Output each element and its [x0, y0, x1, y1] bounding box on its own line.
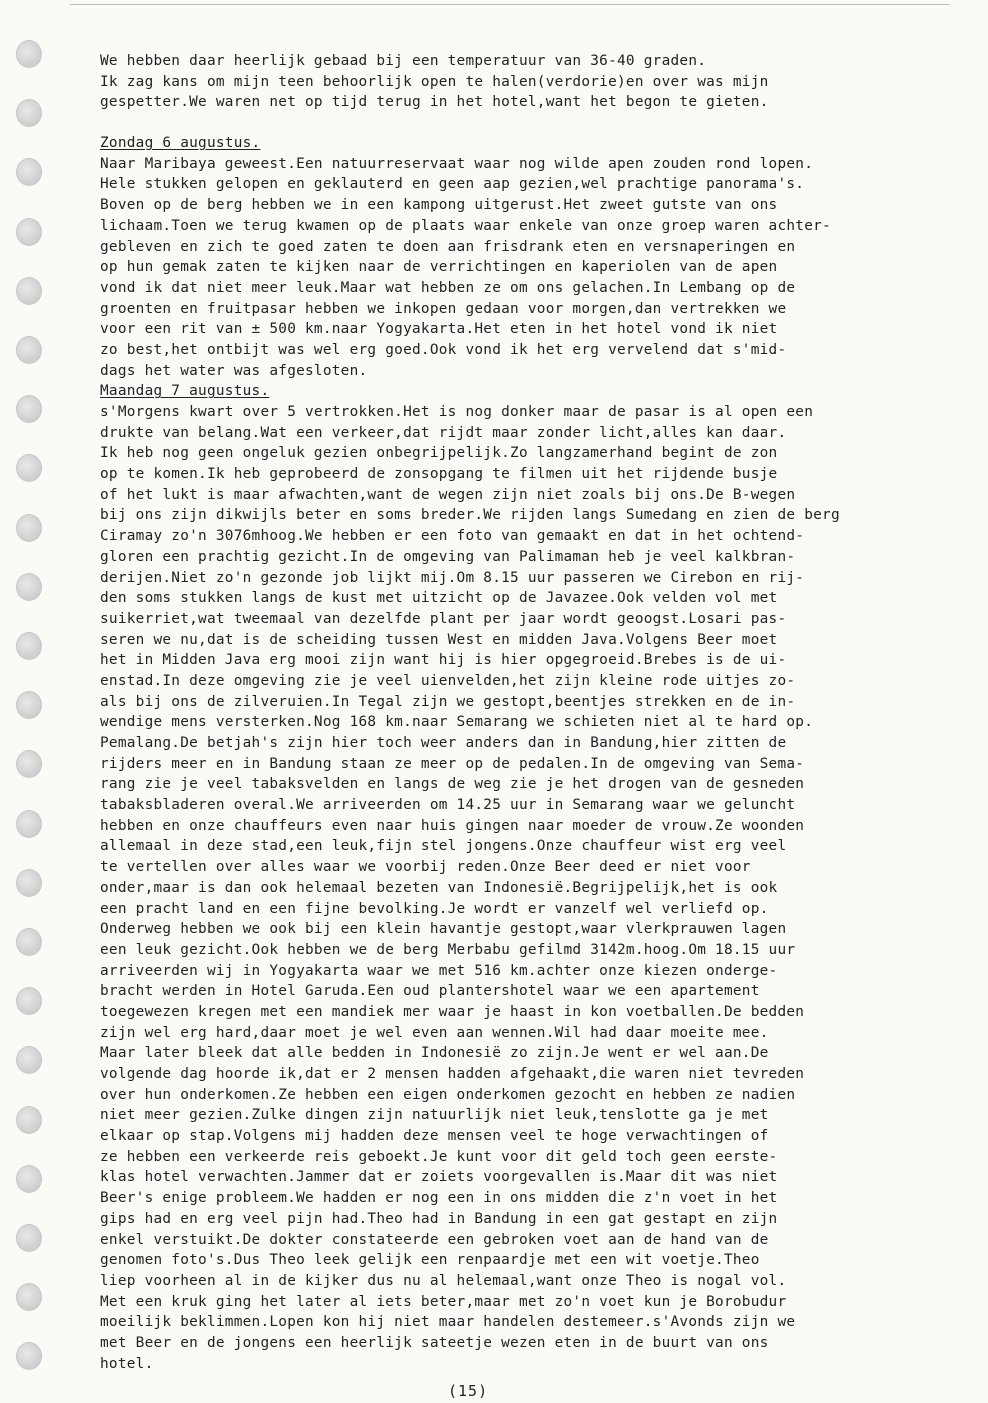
- text-line: op te komen.Ik heb geprobeerd de zonsopgang te filmen uit het rijdende busje: [100, 466, 778, 483]
- text-line: Onderweg hebben we ook bij een klein havantje gestopt,waar vlerkprauwen lagen: [100, 921, 787, 938]
- text-line: te vertellen over alles waar we voorbij reden.Onze Beer deed er niet voor: [100, 859, 751, 876]
- text-line: zijn wel erg hard,daar moet je wel even aan wennen.Wil had daar moeite mee.: [100, 1024, 769, 1041]
- binder-hole: [16, 1224, 42, 1252]
- text-line: gloren een prachtig gezicht.In de omgeving van Palimaman heb je veel kalkbran-: [100, 548, 796, 565]
- text-line: over hun onderkomen.Ze hebben een eigen onderkomen gezocht en hebben ze nadien: [100, 1086, 796, 1103]
- text-line: Maar later bleek dat alle bedden in Indonesië zo zijn.Je went er wel aan.De: [100, 1045, 769, 1062]
- text-line: Boven op de berg hebben we in een kampong uitgerust.Het zweet gutste van ons: [100, 197, 778, 214]
- binder-holes: [16, 40, 42, 1403]
- binder-hole: [16, 158, 42, 186]
- text-line: tabaksbladeren overal.We arriveerden om 14.25 uur in Semarang waar we geluncht: [100, 797, 796, 814]
- text-line: Beer's enige probleem.We hadden er nog een in ons midden die z'n voet in het: [100, 1190, 778, 1207]
- text-line: groenten en fruitpasar hebben we inkopen gedaan voor morgen,dan vertrekken we: [100, 300, 787, 317]
- text-line: een leuk gezicht.Ook hebben we de berg Merbabu gefilmd 3142m.hoog.Om 18.15 uur: [100, 941, 796, 958]
- text-line: op hun gemak zaten te kijken naar de verrichtingen en kaperiolen van de apen: [100, 259, 778, 276]
- binder-hole: [16, 395, 42, 423]
- text-line: enstad.In deze omgeving zie je veel uienvelden,het zijn kleine rode uitjes zo-: [100, 672, 796, 689]
- text-line: den soms stukken langs de kust met uitzicht op de Javazee.Ook velden vol met: [100, 590, 778, 607]
- text-line: gespetter.We waren net op tijd terug in het hotel,want het begon te gieten.: [100, 94, 769, 111]
- paragraph-gap: [100, 113, 970, 133]
- binder-hole: [16, 454, 42, 482]
- binder-hole: [16, 1165, 42, 1193]
- binder-hole: [16, 632, 42, 660]
- date-heading: [100, 381, 970, 402]
- text-line: We hebben daar heerlijk gebaad bij een temperatuur van 36-40 graden.: [100, 53, 707, 69]
- text-line: Ik heb nog geen ongeluk gezien onbegrijpelijk.Zo langzamerhand begint de zon: [100, 445, 778, 462]
- text-line: met Beer en de jongens een heerlijk sateetje wezen eten in de buurt van ons: [100, 1334, 769, 1351]
- text-line: suikerriet,wat tweemaal van dezelfde plant per jaar wordt geoogst.Losari pas-: [100, 610, 787, 627]
- text-line: hebben en onze chauffeurs even naar huis gingen naar moeder de vrouw.Ze woonden: [100, 817, 805, 834]
- text-line: niet meer gezien.Zulke dingen zijn natuurlijk niet leuk,tenslotte ga je met: [100, 1107, 769, 1124]
- text-line: moeilijk beklimmen.Lopen kon hij niet maar handelen destemeer.s'Avonds zijn we: [100, 1314, 796, 1331]
- text-line: rijders meer en in Bandung staan ze meer op de pedalen.In de omgeving van Sema-: [100, 755, 805, 772]
- text-line: seren we nu,dat is de scheiding tussen West en midden Java.Volgens Beer moet: [100, 631, 778, 648]
- text-line: arriveerden wij in Yogyakarta waar we met 516 km.achter onze kiezen onderge-: [100, 962, 778, 979]
- text-line: gips had en erg veel pijn had.Theo had in Bandung in een gat gestapt en zijn: [100, 1210, 778, 1227]
- binder-hole: [16, 810, 42, 838]
- text-line: bracht werden in Hotel Garuda.Een oud plantershotel waar we een apartement: [100, 983, 760, 1000]
- binder-hole: [16, 514, 42, 542]
- text-line: toegewezen kregen met een mandiek mer waar je haast in kon voetballen.De bedden: [100, 1003, 805, 1020]
- text-line: Ik zag kans om mijn teen behoorlijk open te halen(verdorie)en over was mijn: [100, 73, 769, 90]
- text-line: genomen foto's.Dus Theo leek gelijk een renpaardje met een wit voetje.Theo: [100, 1252, 760, 1269]
- text-line: of het lukt is maar afwachten,want de wegen zijn niet zoals bij ons.De B-wegen: [100, 486, 796, 503]
- text-line: Ciramay zo'n 3076mhoog.We hebben er een foto van gemaakt en dat in het ochtend-: [100, 528, 805, 545]
- binder-hole: [16, 691, 42, 719]
- text-line: lichaam.Toen we terug kwamen op de plaats waar enkele van onze groep waren achter-: [100, 217, 831, 234]
- typed-text-body: [100, 51, 970, 1374]
- text-line: vond ik dat niet meer leuk.Maar wat hebben ze om ons gelachen.In Lembang op de: [100, 279, 796, 296]
- binder-hole: [16, 218, 42, 246]
- text-line: elkaar op stap.Volgens mij hadden deze mensen veel te hoge verwachtingen of: [100, 1128, 769, 1145]
- binder-hole: [16, 987, 42, 1015]
- text-line: onder,maar is dan ook helemaal bezeten van Indonesië.Begrijpelijk,het is ook: [100, 879, 778, 896]
- binder-hole: [16, 1106, 42, 1134]
- text-line: Met een kruk ging het later al iets beter,maar met zo'n voet kun je Borobudur: [100, 1293, 787, 1310]
- text-line: bij ons zijn dikwijls beter en soms breder.We rijden langs Sumedang en zien de berg: [100, 507, 840, 524]
- binder-hole: [16, 928, 42, 956]
- text-line: voor een rit van ± 500 km.naar Yogyakarta.Het eten in het hotel vond ik niet: [100, 321, 778, 338]
- text-line: Naar Maribaya geweest.Een natuurreservaat waar nog wilde apen zouden rond lopen.: [100, 155, 814, 172]
- text-line: klas hotel verwachten.Jammer dat er zoiets voorgevallen is.Maar dit was niet: [100, 1169, 778, 1186]
- text-line: enkel verstuikt.De dokter constateerde een gebroken voet aan de hand van de: [100, 1231, 769, 1248]
- text-line: drukte van belang.Wat een verkeer,dat rijdt maar zonder licht,alles kan daar.: [100, 424, 787, 441]
- text-line: liep voorheen al in de kijker dus nu al helemaal,want onze Theo is nogal vol.: [100, 1272, 787, 1289]
- text-line: gebleven en zich te goed zaten te doen aan frisdrank eten en versnaperingen en: [100, 238, 796, 255]
- binder-hole: [16, 336, 42, 364]
- binder-hole: [16, 750, 42, 778]
- date-heading-text: Maandag 7 augustus.: [100, 383, 270, 400]
- text-line: s'Morgens kwart over 5 vertrokken.Het is nog donker maar de pasar is al open een: [100, 404, 814, 420]
- text-line: ze hebben een verkeerde reis geboekt.Je kunt voor dit geld toch geen eerste-: [100, 1148, 778, 1165]
- binder-hole: [16, 1046, 42, 1074]
- binder-hole: [16, 1283, 42, 1311]
- date-heading: [100, 133, 970, 154]
- date-heading-text: Zondag 6 augustus.: [100, 135, 261, 152]
- text-line: allemaal in deze stad,een leuk,fijn stel jongens.Onze chauffeur wist erg veel: [100, 838, 787, 855]
- text-line: een pracht land en een fijne bevolking.Je wordt er vanzelf wel verliefd op.: [100, 900, 769, 917]
- text-line: Pemalang.De betjah's zijn hier toch weer anders dan in Bandung,hier zitten de: [100, 735, 787, 751]
- text-line: wendige mens versterken.Nog 168 km.naar Semarang we schieten niet al te hard op.: [100, 714, 814, 731]
- text-line: als bij ons de zilveruien.In Tegal zijn we gestopt,beentjes strekken en de in-: [100, 693, 796, 710]
- text-line: volgende dag hoorde ik,dat er 2 mensen hadden afgehaakt,die waren niet tevreden: [100, 1066, 805, 1082]
- binder-hole: [16, 99, 42, 127]
- text-line: dags het water was afgesloten.: [100, 362, 368, 379]
- page-top-edge: [70, 4, 950, 5]
- page-number: (15): [448, 1382, 489, 1400]
- binder-hole: [16, 869, 42, 897]
- binder-hole: [16, 40, 42, 68]
- text-line: hotel.: [100, 1355, 154, 1372]
- text-line: Hele stukken gelopen en geklauterd en geen aap gezien,wel prachtige panorama's.: [100, 176, 805, 193]
- text-line: rang zie je veel tabaksvelden en langs de weg zie je het drogen van de gesneden: [100, 776, 805, 793]
- binder-hole: [16, 573, 42, 601]
- text-line: het in Midden Java erg mooi zijn want hij is hier opgegroeid.Brebes is de ui-: [100, 652, 787, 669]
- binder-hole: [16, 277, 42, 305]
- text-line: zo best,het ontbijt was wel erg goed.Ook vond ik het erg vervelend dat s'mid-: [100, 341, 787, 358]
- text-line: derijen.Niet zo'n gezonde job lijkt mij.Om 8.15 uur passeren we Cirebon en rij-: [100, 569, 805, 586]
- binder-hole: [16, 1342, 42, 1370]
